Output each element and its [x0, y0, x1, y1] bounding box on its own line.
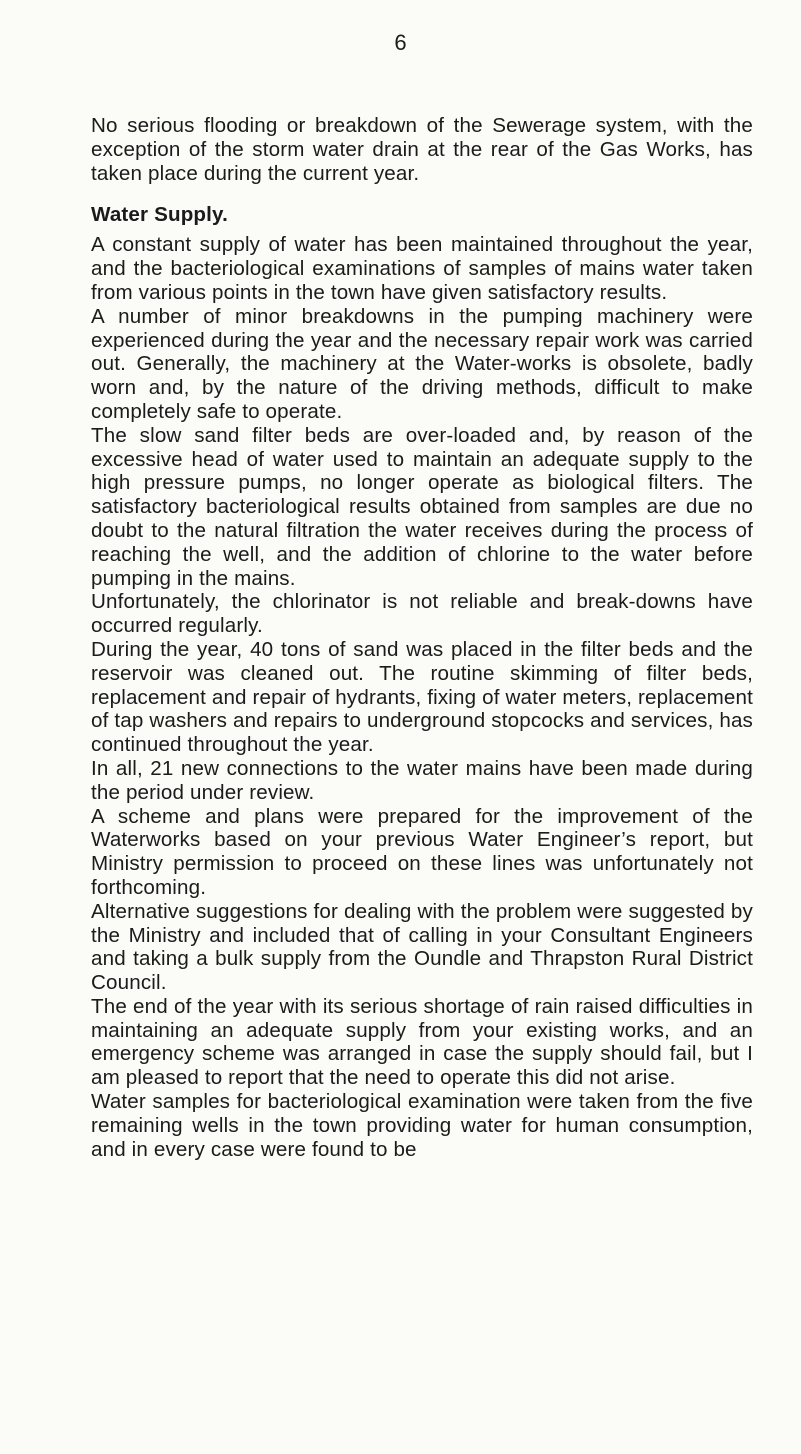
paragraph: Alternative suggestions for dealing with the problem were suggested by the Ministry and included that of calling in your Consultant Engineers and taking a bulk supply from the Oundle and Thrapston Rural District Council. [91, 899, 753, 995]
paragraph: Unfortunately, the chlorinator is not reliable and break-downs have occurred regularly. [91, 590, 753, 638]
document-body [91, 114, 753, 1161]
paragraph: A constant supply of water has been maintained throughout the year, and the bacteriological examinations of samples of mains water taken from various points in the town have given satisfactory results. [91, 233, 753, 304]
page-number: 6 [394, 30, 407, 55]
section-heading: Water Supply. [91, 203, 228, 227]
intro-paragraph: No serious flooding or breakdown of the Sewerage system, with the exception of the storm water drain at the rear of the Gas Works, has taken place during the current year. [91, 114, 753, 185]
paragraph: Water samples for bacteriological examination were taken from the five remaining wells in the town providing water for human consumption, and in every case were found to be [91, 1090, 753, 1161]
paragraph: In all, 21 new connections to the water mains have been made during the period under review. [91, 756, 753, 804]
paragraph: During the year, 40 tons of sand was placed in the filter beds and the reservoir was cleaned out. The routine skimming of filter beds, replacement and repair of hydrants, fixing of water meters, replacement of tap washers and repairs to underground stopcocks and services, has continued throughout the year. [91, 637, 753, 757]
paragraph: A number of minor breakdowns in the pumping machinery were experienced during the year and the necessary repair work was carried out. Generally, the machinery at the Water-works is obsolete, badly worn and, by the nature of the driving methods, difficult to make completely safe to operate. [91, 304, 753, 423]
paragraph: The slow sand filter beds are over-loaded and, by reason of the excessive head of water used to maintain an adequate supply to the high pressure pumps, no longer operate as biological filters. The satisfactory bacteriological results obtained from samples are due no doubt to the natural filtration the water receives during the process of reaching the well, and the addition of chlorine to the water before pumping in the mains. [91, 423, 753, 590]
paragraph: A scheme and plans were prepared for the improvement of the Waterworks based on your previous Water Engineer’s report, but Ministry permission to proceed on these lines was unfortunately not forthcoming. [91, 804, 753, 899]
paragraph: The end of the year with its serious shortage of rain raised difficulties in maintaining an adequate supply from your existing works, and an emergency scheme was arranged in case the supply should fail, but I am pleased to report that the need to operate this did not arise. [91, 994, 753, 1090]
